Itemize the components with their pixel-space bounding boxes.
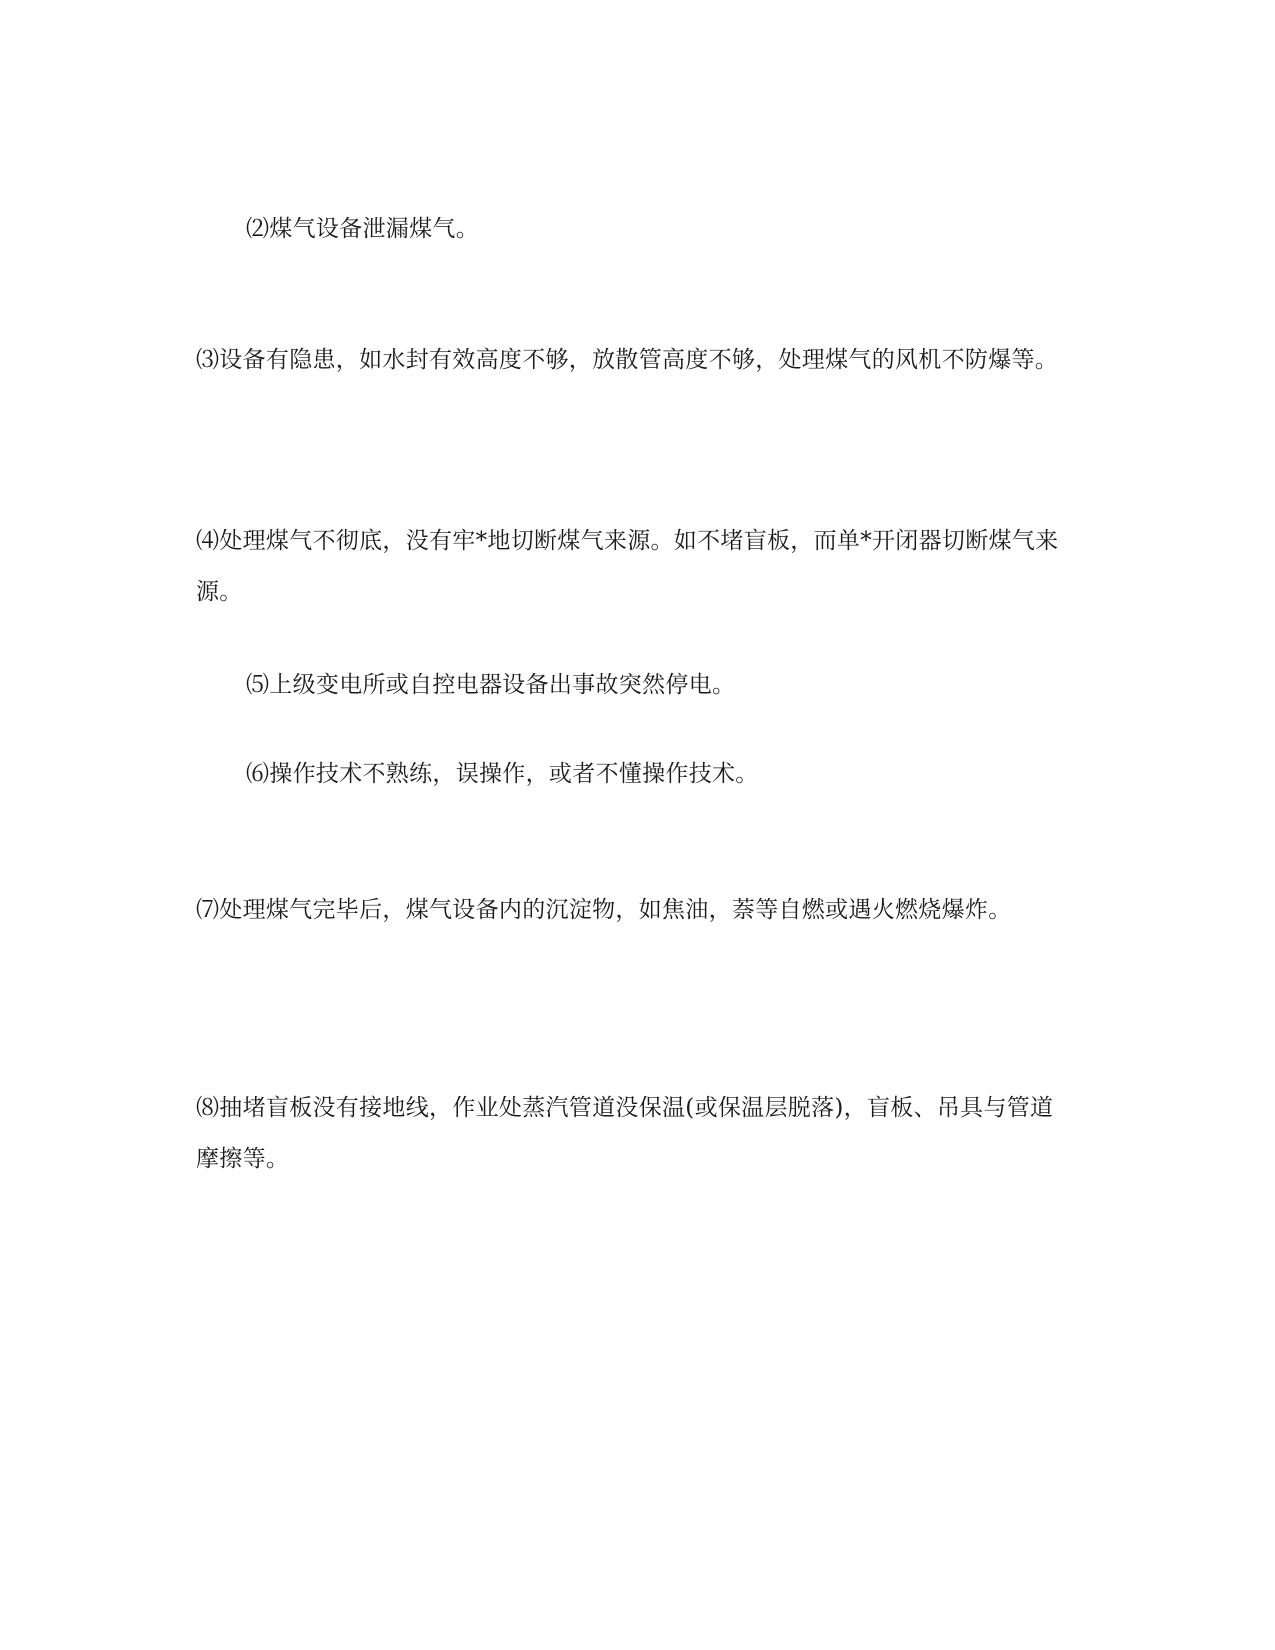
paragraph-5: ⑸上级变电所或自控电器设备出事故突然停电。 (246, 672, 736, 698)
paragraph-7: ⑺处理煤气完毕后，煤气设备内的沉淀物，如焦油，萘等自燃或遇火燃烧爆炸。 (196, 897, 1012, 923)
paragraph-8: ⑻抽堵盲板没有接地线，作业处蒸汽管道没保温(或保温层脱落)，盲板、吊具与管道摩擦等。 (196, 1095, 1054, 1172)
paragraph-2: ⑵煤气设备泄漏煤气。 (246, 216, 479, 242)
paragraph-4: ⑷处理煤气不彻底，没有牢*地切断煤气来源。如不堵盲板，而单*开闭器切断煤气来源。 (196, 528, 1059, 605)
paragraph-3: ⑶设备有隐患，如水封有效高度不够，放散管高度不够，处理煤气的风机不防爆等。 (196, 347, 1059, 373)
paragraph-6: ⑹操作技术不熟练，误操作，或者不懂操作技术。 (246, 761, 759, 787)
